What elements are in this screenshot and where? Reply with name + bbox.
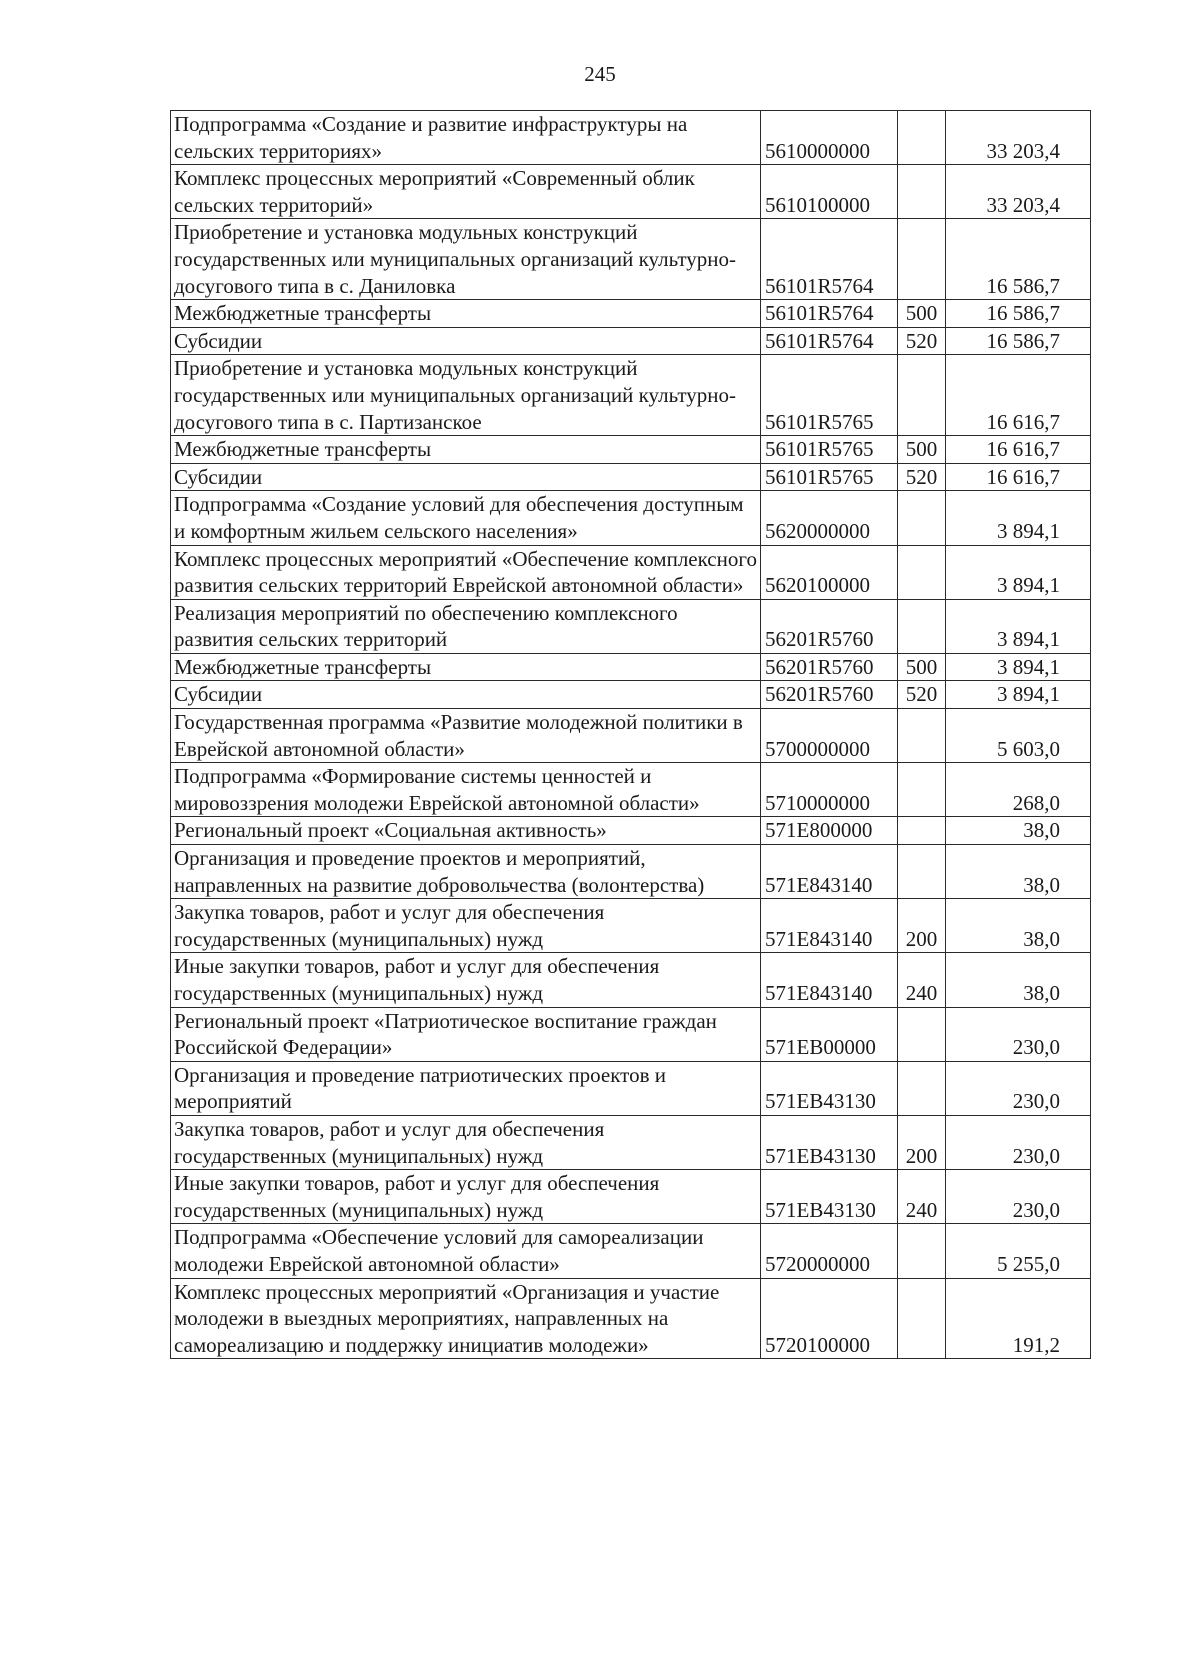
table-row — [171, 899, 1091, 953]
cell-expense-type — [898, 165, 946, 219]
cell-expense-type: 520 — [898, 327, 946, 355]
cell-amount: 3 894,1 — [946, 545, 1091, 599]
cell-expense-type — [898, 709, 946, 763]
table-row — [171, 491, 1091, 545]
cell-name: Реализация мероприятий по обеспечению комплексного развития сельских территорий — [171, 599, 761, 653]
cell-target-code: 571E843140 — [761, 845, 898, 899]
cell-name: Организация и проведение патриотических проектов и мероприятий — [171, 1061, 761, 1115]
cell-amount: 230,0 — [946, 1007, 1091, 1061]
cell-amount: 3 894,1 — [946, 599, 1091, 653]
table-row — [171, 653, 1091, 681]
cell-amount: 5 255,0 — [946, 1224, 1091, 1278]
cell-amount: 268,0 — [946, 763, 1091, 817]
cell-expense-type — [898, 545, 946, 599]
cell-amount: 191,2 — [946, 1278, 1091, 1359]
cell-amount: 38,0 — [946, 817, 1091, 845]
cell-expense-type — [898, 1278, 946, 1359]
cell-target-code: 571EB43130 — [761, 1061, 898, 1115]
table-row — [171, 327, 1091, 355]
cell-expense-type: 200 — [898, 1115, 946, 1169]
cell-name: Субсидии — [171, 327, 761, 355]
cell-expense-type — [898, 763, 946, 817]
table-row — [171, 681, 1091, 709]
cell-target-code: 5700000000 — [761, 709, 898, 763]
table-row — [171, 1115, 1091, 1169]
table-row — [171, 111, 1091, 165]
cell-target-code: 56201R5760 — [761, 681, 898, 709]
cell-name: Приобретение и установка модульных конструкций государственных или муниципальных организаций культурно-досугового типа в с. Даниловка — [171, 219, 761, 300]
cell-name: Государственная программа «Развитие молодежной политики в Еврейской автономной области» — [171, 709, 761, 763]
cell-name: Комплекс процессных мероприятий «Организация и участие молодежи в выездных мероприятиях, направленных на самореализацию и поддержку инициатив молодежи» — [171, 1278, 761, 1359]
table-row — [171, 845, 1091, 899]
cell-amount: 38,0 — [946, 953, 1091, 1007]
cell-name: Комплекс процессных мероприятий «Обеспечение комплексного развития сельских территорий Еврейской автономной области» — [171, 545, 761, 599]
cell-amount: 3 894,1 — [946, 681, 1091, 709]
cell-target-code: 56101R5765 — [761, 436, 898, 464]
cell-target-code: 5610100000 — [761, 165, 898, 219]
cell-expense-type — [898, 1061, 946, 1115]
cell-expense-type: 500 — [898, 436, 946, 464]
table-row — [171, 545, 1091, 599]
cell-name: Межбюджетные трансферты — [171, 436, 761, 464]
cell-target-code: 56101R5764 — [761, 219, 898, 300]
cell-amount: 3 894,1 — [946, 653, 1091, 681]
cell-amount: 33 203,4 — [946, 165, 1091, 219]
cell-target-code: 5710000000 — [761, 763, 898, 817]
cell-expense-type — [898, 1007, 946, 1061]
table-row — [171, 1278, 1091, 1359]
cell-target-code: 56101R5765 — [761, 355, 898, 436]
table-row — [171, 355, 1091, 436]
cell-name: Закупка товаров, работ и услуг для обеспечения государственных (муниципальных) нужд — [171, 899, 761, 953]
cell-expense-type — [898, 111, 946, 165]
cell-target-code: 5620000000 — [761, 491, 898, 545]
table-row — [171, 219, 1091, 300]
cell-target-code: 5720000000 — [761, 1224, 898, 1278]
cell-amount: 16 616,7 — [946, 436, 1091, 464]
cell-target-code: 571EB43130 — [761, 1115, 898, 1169]
cell-name: Межбюджетные трансферты — [171, 300, 761, 328]
cell-name: Подпрограмма «Обеспечение условий для самореализации молодежи Еврейской автономной области» — [171, 1224, 761, 1278]
cell-amount: 5 603,0 — [946, 709, 1091, 763]
cell-target-code: 571E843140 — [761, 953, 898, 1007]
cell-name: Иные закупки товаров, работ и услуг для обеспечения государственных (муниципальных) нужд — [171, 953, 761, 1007]
cell-amount: 38,0 — [946, 899, 1091, 953]
cell-target-code: 5620100000 — [761, 545, 898, 599]
table-row — [171, 165, 1091, 219]
cell-expense-type — [898, 219, 946, 300]
table-row — [171, 436, 1091, 464]
table-row — [171, 599, 1091, 653]
cell-target-code: 5610000000 — [761, 111, 898, 165]
cell-name: Подпрограмма «Создание условий для обеспечения доступным и комфортным жильем сельского населения» — [171, 491, 761, 545]
cell-name: Субсидии — [171, 681, 761, 709]
cell-amount: 16 616,7 — [946, 463, 1091, 491]
cell-amount: 16 586,7 — [946, 300, 1091, 328]
cell-amount: 230,0 — [946, 1115, 1091, 1169]
cell-expense-type — [898, 845, 946, 899]
cell-name: Подпрограмма «Формирование системы ценностей и мировоззрения молодежи Еврейской автономной области» — [171, 763, 761, 817]
cell-amount: 16 586,7 — [946, 327, 1091, 355]
budget-table — [170, 110, 1091, 1359]
table-row — [171, 1224, 1091, 1278]
cell-name: Региональный проект «Патриотическое воспитание граждан Российской Федерации» — [171, 1007, 761, 1061]
cell-target-code: 56101R5765 — [761, 463, 898, 491]
cell-target-code: 56201R5760 — [761, 599, 898, 653]
cell-amount: 3 894,1 — [946, 491, 1091, 545]
cell-target-code: 56101R5764 — [761, 300, 898, 328]
cell-name: Иные закупки товаров, работ и услуг для обеспечения государственных (муниципальных) нужд — [171, 1170, 761, 1224]
cell-expense-type: 200 — [898, 899, 946, 953]
cell-expense-type — [898, 491, 946, 545]
cell-expense-type: 240 — [898, 953, 946, 1007]
cell-amount: 230,0 — [946, 1061, 1091, 1115]
cell-name: Региональный проект «Социальная активность» — [171, 817, 761, 845]
table-row — [171, 463, 1091, 491]
table-row — [171, 1007, 1091, 1061]
cell-expense-type — [898, 599, 946, 653]
table-row — [171, 1170, 1091, 1224]
cell-amount: 16 586,7 — [946, 219, 1091, 300]
cell-amount: 230,0 — [946, 1170, 1091, 1224]
cell-expense-type: 520 — [898, 463, 946, 491]
cell-target-code: 571E800000 — [761, 817, 898, 845]
table-row — [171, 300, 1091, 328]
cell-expense-type: 500 — [898, 300, 946, 328]
page-number: 245 — [584, 62, 616, 86]
cell-expense-type: 500 — [898, 653, 946, 681]
table-row — [171, 763, 1091, 817]
cell-amount: 16 616,7 — [946, 355, 1091, 436]
cell-amount: 33 203,4 — [946, 111, 1091, 165]
cell-target-code: 571EB00000 — [761, 1007, 898, 1061]
cell-target-code: 571EB43130 — [761, 1170, 898, 1224]
cell-name: Межбюджетные трансферты — [171, 653, 761, 681]
cell-expense-type — [898, 1224, 946, 1278]
cell-target-code: 56201R5760 — [761, 653, 898, 681]
cell-expense-type — [898, 817, 946, 845]
cell-target-code: 571E843140 — [761, 899, 898, 953]
cell-target-code: 5720100000 — [761, 1278, 898, 1359]
cell-name: Комплекс процессных мероприятий «Современный облик сельских территорий» — [171, 165, 761, 219]
cell-name: Закупка товаров, работ и услуг для обеспечения государственных (муниципальных) нужд — [171, 1115, 761, 1169]
table-row — [171, 953, 1091, 1007]
cell-expense-type — [898, 355, 946, 436]
cell-amount: 38,0 — [946, 845, 1091, 899]
cell-name: Организация и проведение проектов и мероприятий, направленных на развитие добровольчества (волонтерства) — [171, 845, 761, 899]
table-row — [171, 817, 1091, 845]
table-row — [171, 709, 1091, 763]
cell-expense-type: 240 — [898, 1170, 946, 1224]
cell-name: Субсидии — [171, 463, 761, 491]
cell-name: Приобретение и установка модульных конструкций государственных или муниципальных организаций культурно-досугового типа в с. Партизанское — [171, 355, 761, 436]
cell-target-code: 56101R5764 — [761, 327, 898, 355]
cell-expense-type: 520 — [898, 681, 946, 709]
table-body — [171, 111, 1091, 1359]
table-row — [171, 1061, 1091, 1115]
cell-name: Подпрограмма «Создание и развитие инфраструктуры на сельских территориях» — [171, 111, 761, 165]
